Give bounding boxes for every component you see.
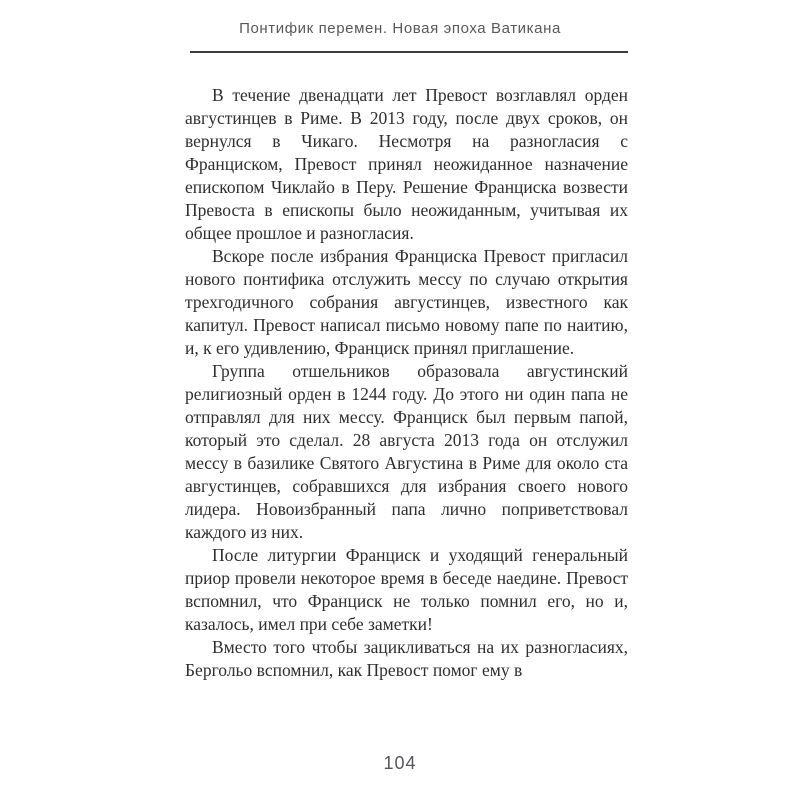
paragraph: После литургии Франциск и уходящий генеральный приор провели некоторое время в беседе наедине. Превост вспомнил, что Франциск не только помнил его, но и, казалось, имел при себе заметки! bbox=[185, 545, 628, 634]
page-body bbox=[185, 84, 628, 682]
header-divider bbox=[190, 51, 628, 53]
paragraph: Вместо того чтобы зацикливаться на их разногласиях, Бергольо вспомнил, как Превост помог ему в bbox=[185, 637, 628, 680]
paragraph: Вскоре после избрания Франциска Превост пригласил нового понтифика отслужить мессу по случаю открытия трехгодичного собрания августинцев, известного как капитул. Превост написал письмо новому папе по наитию, и, к его удивлению, Франциск принял приглашение. bbox=[185, 246, 628, 358]
paragraph: Группа отшельников образовала августинский религиозный орден в 1244 году. До этого ни один папа не отправлял для них мессу. Франциск был первым папой, который это сделал. 28 августа 2013 года он отслужил мессу в базилике Святого Августина в Риме для около ста августинцев, собравшихся для избрания своего нового лидера. Новоизбранный папа лично поприветствовал каждого из них. bbox=[185, 361, 628, 542]
paragraph: В течение двенадцати лет Превост возглавлял орден августинцев в Риме. В 2013 году, после двух сроков, он вернулся в Чикаго. Несмотря на разногласия с Франциском, Превост принял неожиданное назначение епископом Чиклайо в Перу. Решение Франциска возвести Превоста в епископы было неожиданным, учитывая их общее прошлое и разногласия. bbox=[185, 85, 628, 243]
running-head: Понтифик перемен. Новая эпоха Ватикана bbox=[239, 20, 561, 37]
page-number: 104 bbox=[383, 753, 417, 773]
